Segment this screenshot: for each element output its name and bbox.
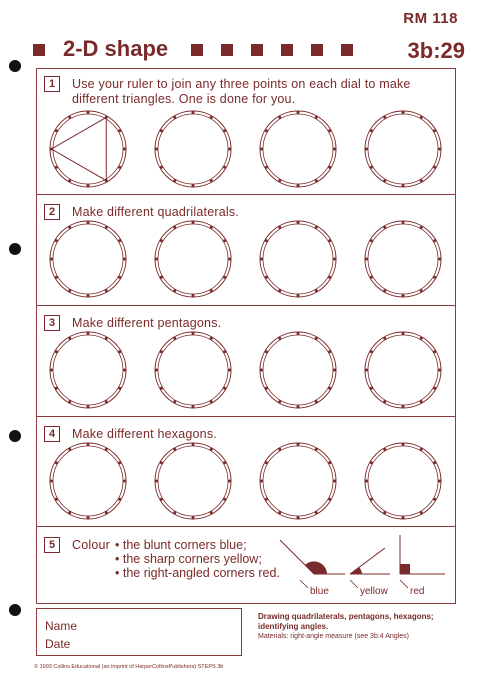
dial-point[interactable] <box>433 387 436 390</box>
dial-point[interactable] <box>315 116 318 119</box>
dial-point[interactable] <box>383 400 386 403</box>
dial-point[interactable] <box>155 480 158 483</box>
dial-point[interactable] <box>55 129 58 132</box>
dial-point[interactable] <box>297 516 300 519</box>
dial-point[interactable] <box>297 221 300 224</box>
dial-point[interactable] <box>315 289 318 292</box>
dial-point[interactable] <box>265 129 268 132</box>
dial-point[interactable] <box>105 448 108 451</box>
dial-point[interactable] <box>210 226 213 229</box>
punch-hole-icon <box>9 430 21 442</box>
dial-point[interactable] <box>50 369 53 372</box>
square-bullet-icon <box>251 44 263 56</box>
dial-point[interactable] <box>333 258 336 261</box>
dial-point[interactable] <box>173 400 176 403</box>
dial-point[interactable] <box>402 332 405 335</box>
dial-row-1[interactable] <box>36 105 456 195</box>
dial-point[interactable] <box>160 350 163 353</box>
dial-point[interactable] <box>370 461 373 464</box>
dial-point[interactable] <box>420 511 423 514</box>
dial-point[interactable] <box>420 289 423 292</box>
dial-point[interactable] <box>173 226 176 229</box>
dial-point[interactable] <box>192 294 195 297</box>
blunt-angle-icon <box>280 540 345 574</box>
dial-point[interactable] <box>192 516 195 519</box>
dial-point[interactable] <box>87 221 90 224</box>
dial-point[interactable] <box>223 129 226 132</box>
dial-point[interactable] <box>315 337 318 340</box>
square-bullet-icon <box>281 44 293 56</box>
title-bar <box>33 36 465 64</box>
dial-point[interactable] <box>328 461 331 464</box>
dial-point[interactable] <box>123 480 126 483</box>
dial-point[interactable] <box>55 461 58 464</box>
dial-point[interactable] <box>265 387 268 390</box>
dial-point[interactable] <box>297 443 300 446</box>
dial-point[interactable] <box>173 337 176 340</box>
dial-point[interactable] <box>278 116 281 119</box>
dial[interactable] <box>365 111 441 187</box>
dial-point[interactable] <box>228 148 231 151</box>
dial-point[interactable] <box>278 448 281 451</box>
section-number-1: 1 <box>44 76 60 92</box>
dial-point[interactable] <box>123 148 126 151</box>
dial-point[interactable] <box>365 148 368 151</box>
dial-point[interactable] <box>370 498 373 501</box>
dial-point[interactable] <box>160 461 163 464</box>
bullet-sharp: • the sharp corners yellow; <box>115 552 262 566</box>
dial-point[interactable] <box>370 350 373 353</box>
dial-point[interactable] <box>265 239 268 242</box>
bullet-blunt: • the blunt corners blue; <box>115 538 247 552</box>
dial-point[interactable] <box>87 332 90 335</box>
dial-point[interactable] <box>420 337 423 340</box>
dial-point[interactable] <box>160 239 163 242</box>
angle-label-red: red <box>410 586 425 597</box>
dial-point[interactable] <box>402 405 405 408</box>
dial-point[interactable] <box>160 387 163 390</box>
dial-point[interactable] <box>105 337 108 340</box>
page-title: 2-D shape <box>63 36 169 61</box>
dial-point[interactable] <box>365 480 368 483</box>
section-3-instruction: Make different pentagons. <box>72 316 222 330</box>
dial-point[interactable] <box>68 511 71 514</box>
dial-point[interactable] <box>402 443 405 446</box>
dial-point[interactable] <box>278 226 281 229</box>
dial-point[interactable] <box>68 289 71 292</box>
dial[interactable] <box>50 221 126 297</box>
name-date-box <box>36 608 242 656</box>
dial-point[interactable] <box>278 179 281 182</box>
section-divider <box>36 305 456 306</box>
dial[interactable] <box>50 332 126 408</box>
dial-point[interactable] <box>315 179 318 182</box>
section-divider <box>36 416 456 417</box>
dial-point[interactable] <box>402 184 405 187</box>
dial-point[interactable] <box>55 166 58 169</box>
dial-row-2[interactable] <box>36 215 456 305</box>
dial[interactable] <box>155 221 231 297</box>
dial-point[interactable] <box>297 405 300 408</box>
dial-point[interactable] <box>402 221 405 224</box>
dial-point[interactable] <box>68 226 71 229</box>
dial-point[interactable] <box>192 221 195 224</box>
dial[interactable] <box>155 443 231 519</box>
square-bullet-icon <box>191 44 203 56</box>
section-2-instruction: Make different quadrilaterals. <box>72 205 239 219</box>
dial-point[interactable] <box>370 276 373 279</box>
dial-point[interactable] <box>433 166 436 169</box>
dial-point[interactable] <box>265 498 268 501</box>
dial-point[interactable] <box>260 148 263 151</box>
dial-point[interactable] <box>118 239 121 242</box>
dial-point[interactable] <box>192 405 195 408</box>
dial[interactable] <box>260 443 336 519</box>
dial-point[interactable] <box>105 226 108 229</box>
dial-point[interactable] <box>55 239 58 242</box>
dial-point[interactable] <box>297 111 300 114</box>
dial-point[interactable] <box>173 179 176 182</box>
dial-point[interactable] <box>365 258 368 261</box>
dial-point[interactable] <box>118 166 121 169</box>
dial-point[interactable] <box>87 111 90 114</box>
dial-point[interactable] <box>118 276 121 279</box>
dial-point[interactable] <box>383 179 386 182</box>
dial-point[interactable] <box>420 400 423 403</box>
dial[interactable] <box>50 111 126 187</box>
dial-point[interactable] <box>433 350 436 353</box>
dial-point[interactable] <box>328 239 331 242</box>
dial-point[interactable] <box>160 276 163 279</box>
dial-point[interactable] <box>118 129 121 132</box>
dial-point[interactable] <box>278 337 281 340</box>
dial-point[interactable] <box>402 111 405 114</box>
dial-point[interactable] <box>383 511 386 514</box>
dial-point[interactable] <box>192 332 195 335</box>
dial-point[interactable] <box>87 443 90 446</box>
dial-point[interactable] <box>438 369 441 372</box>
dial-point[interactable] <box>210 337 213 340</box>
dial[interactable] <box>365 332 441 408</box>
section-5-lead: Colour <box>72 538 111 552</box>
example-triangle <box>52 117 107 180</box>
dial-point[interactable] <box>173 289 176 292</box>
dial-point[interactable] <box>55 498 58 501</box>
dial-point[interactable] <box>438 148 441 151</box>
dial-point[interactable] <box>370 239 373 242</box>
dial-point[interactable] <box>223 387 226 390</box>
dial-point[interactable] <box>260 480 263 483</box>
dial-point[interactable] <box>383 448 386 451</box>
dial-point[interactable] <box>50 258 53 261</box>
dial-point[interactable] <box>328 166 331 169</box>
dial-point[interactable] <box>87 184 90 187</box>
dial-point[interactable] <box>105 400 108 403</box>
dial-point[interactable] <box>87 294 90 297</box>
angle-label-blue: blue <box>310 586 329 597</box>
dial-point[interactable] <box>192 111 195 114</box>
angle-label-yellow: yellow <box>360 586 388 597</box>
dial-point[interactable] <box>55 387 58 390</box>
dial-point[interactable] <box>278 511 281 514</box>
dial-point[interactable] <box>328 387 331 390</box>
dial-point[interactable] <box>265 166 268 169</box>
sheet-code: RM 118 <box>403 10 458 27</box>
dial-point[interactable] <box>315 448 318 451</box>
dial-point[interactable] <box>402 516 405 519</box>
dial-point[interactable] <box>160 129 163 132</box>
dial[interactable] <box>365 221 441 297</box>
dial-point[interactable] <box>123 258 126 261</box>
dial-point[interactable] <box>383 337 386 340</box>
section-number-5: 5 <box>44 537 60 553</box>
dial-point[interactable] <box>55 276 58 279</box>
materials-note: Materials: right-angle measure (see 3b:4 Angles) <box>258 633 409 640</box>
dial-point[interactable] <box>315 400 318 403</box>
dial-point[interactable] <box>210 289 213 292</box>
dial-point[interactable] <box>123 369 126 372</box>
dial-point[interactable] <box>68 179 71 182</box>
dial-point[interactable] <box>328 129 331 132</box>
dial-point[interactable] <box>278 400 281 403</box>
punch-hole-icon <box>9 243 21 255</box>
dial-point[interactable] <box>210 400 213 403</box>
dial-point[interactable] <box>265 276 268 279</box>
dial-point[interactable] <box>223 239 226 242</box>
dial[interactable] <box>365 443 441 519</box>
dial-point[interactable] <box>192 184 195 187</box>
dial-point[interactable] <box>402 294 405 297</box>
dial-point[interactable] <box>333 369 336 372</box>
dial-point[interactable] <box>333 480 336 483</box>
dial-point[interactable] <box>223 166 226 169</box>
dial-point[interactable] <box>210 448 213 451</box>
dial-point[interactable] <box>438 258 441 261</box>
dial-point[interactable] <box>265 461 268 464</box>
dial-point[interactable] <box>210 179 213 182</box>
teacher-note: Drawing quadrilaterals, pentagons, hexagons; identifying angles. <box>258 612 434 631</box>
dial-point[interactable] <box>383 116 386 119</box>
dial-point[interactable] <box>160 166 163 169</box>
dial-point[interactable] <box>118 461 121 464</box>
dial-point[interactable] <box>223 498 226 501</box>
dial-row-4[interactable] <box>36 437 456 527</box>
dial-point[interactable] <box>433 498 436 501</box>
dial-point[interactable] <box>383 226 386 229</box>
dial-point[interactable] <box>228 258 231 261</box>
dial-point[interactable] <box>297 294 300 297</box>
dial-point[interactable] <box>68 400 71 403</box>
dial-point[interactable] <box>383 289 386 292</box>
dial-point[interactable] <box>433 276 436 279</box>
dial-point[interactable] <box>265 350 268 353</box>
dial-point[interactable] <box>333 148 336 151</box>
dial-point[interactable] <box>118 498 121 501</box>
dial-point[interactable] <box>433 239 436 242</box>
dial-point[interactable] <box>228 369 231 372</box>
dial-point[interactable] <box>155 369 158 372</box>
dial-point[interactable] <box>155 258 158 261</box>
section-1-instruction: Use your ruler to join any three points on each dial to make different triangles. One is done for you. <box>72 77 411 106</box>
dial-point[interactable] <box>315 511 318 514</box>
dial-point[interactable] <box>260 369 263 372</box>
dial-point[interactable] <box>118 387 121 390</box>
section-number-4: 4 <box>44 426 60 442</box>
dial-point[interactable] <box>55 350 58 353</box>
dial-point[interactable] <box>223 276 226 279</box>
dial-point[interactable] <box>420 116 423 119</box>
square-bullet-icon <box>341 44 353 56</box>
sheet-reference: 3b:29 <box>407 38 465 63</box>
dial-point[interactable] <box>297 184 300 187</box>
dial-point[interactable] <box>223 461 226 464</box>
right-angle-icon <box>400 535 445 574</box>
dial-point[interactable] <box>370 129 373 132</box>
dial-point[interactable] <box>420 448 423 451</box>
dial-point[interactable] <box>328 276 331 279</box>
dial-point[interactable] <box>315 226 318 229</box>
section-4-instruction: Make different hexagons. <box>72 427 217 441</box>
copyright-footer: © 1993 Collins Educational (an imprint of HarperCollinsPublishers) STEPS 3b <box>34 664 224 670</box>
dial-point[interactable] <box>105 289 108 292</box>
dial-point[interactable] <box>328 350 331 353</box>
dial[interactable] <box>260 221 336 297</box>
dial-point[interactable] <box>278 289 281 292</box>
dial-point[interactable] <box>68 337 71 340</box>
dial-point[interactable] <box>210 116 213 119</box>
dial-point[interactable] <box>160 498 163 501</box>
punch-hole-icon <box>9 60 21 72</box>
sharp-angle-icon <box>350 548 390 574</box>
dial-point[interactable] <box>297 332 300 335</box>
dial-point[interactable] <box>68 116 71 119</box>
dial-point[interactable] <box>420 179 423 182</box>
square-bullet-icon <box>311 44 323 56</box>
dial-point[interactable] <box>420 226 423 229</box>
dial[interactable] <box>50 443 126 519</box>
dial-point[interactable] <box>155 148 158 151</box>
dial-point[interactable] <box>173 511 176 514</box>
dial-point[interactable] <box>173 448 176 451</box>
dial-point[interactable] <box>68 448 71 451</box>
dial-point[interactable] <box>105 511 108 514</box>
square-bullet-icon <box>33 44 45 56</box>
dial-point[interactable] <box>87 405 90 408</box>
date-field-label[interactable]: Date <box>45 637 71 651</box>
dial-point[interactable] <box>173 116 176 119</box>
dial-point[interactable] <box>365 369 368 372</box>
section-number-2: 2 <box>44 204 60 220</box>
dial-point[interactable] <box>210 511 213 514</box>
dial-point[interactable] <box>328 498 331 501</box>
dial-point[interactable] <box>87 516 90 519</box>
dial-row-3[interactable] <box>36 326 456 416</box>
dial[interactable] <box>260 111 336 187</box>
dial-point[interactable] <box>228 480 231 483</box>
dial-point[interactable] <box>433 461 436 464</box>
dial-point[interactable] <box>433 129 436 132</box>
dial-point[interactable] <box>223 350 226 353</box>
name-field-label[interactable]: Name <box>45 619 78 633</box>
bullet-right: • the right-angled corners red. <box>115 566 280 580</box>
dial-point[interactable] <box>50 480 53 483</box>
dial[interactable] <box>260 332 336 408</box>
square-bullet-icon <box>221 44 233 56</box>
dial-point[interactable] <box>370 387 373 390</box>
dial-point[interactable] <box>370 166 373 169</box>
dial-point[interactable] <box>260 258 263 261</box>
dial[interactable] <box>155 332 231 408</box>
section-number-3: 3 <box>44 315 60 331</box>
dial[interactable] <box>155 111 231 187</box>
dial-point[interactable] <box>438 480 441 483</box>
dial-point[interactable] <box>192 443 195 446</box>
punch-hole-icon <box>9 604 21 616</box>
dial-point[interactable] <box>118 350 121 353</box>
